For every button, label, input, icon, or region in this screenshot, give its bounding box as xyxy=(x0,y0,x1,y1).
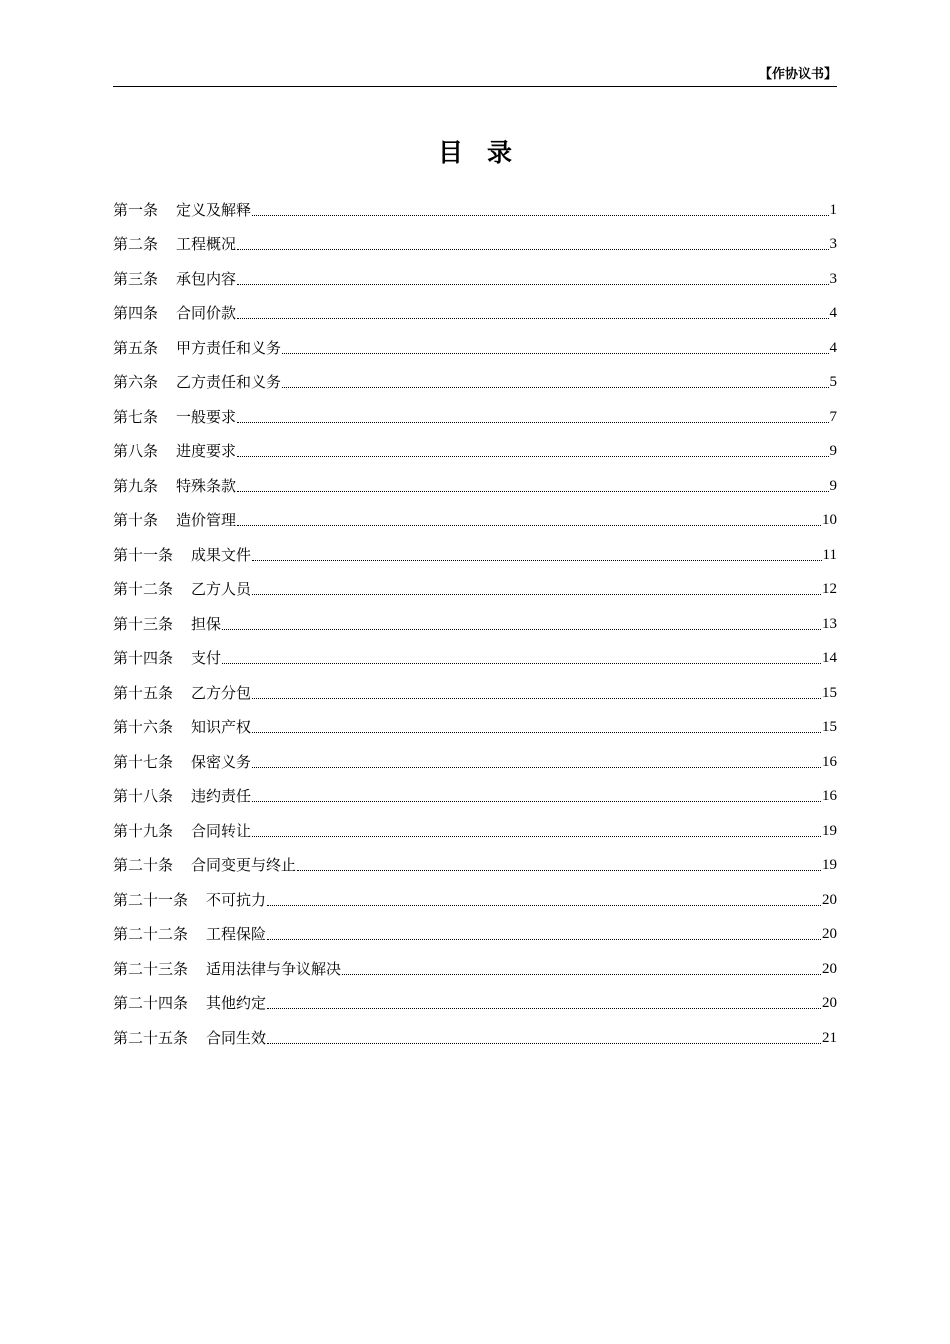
toc-entry[interactable] xyxy=(113,496,837,531)
toc-dot-leader xyxy=(222,663,821,664)
toc-entry-number: 第二十四条 xyxy=(113,994,189,1012)
toc-entry-title: 特殊条款 xyxy=(176,476,237,495)
toc-entry-title: 合同价款 xyxy=(176,304,237,322)
toc-entry[interactable] xyxy=(113,668,837,703)
toc-entry-title: 支付 xyxy=(191,649,222,667)
toc-entry[interactable] xyxy=(113,185,837,220)
toc-entry-page-number: 9 xyxy=(829,477,837,494)
toc-entry-number: 第十二条 xyxy=(113,580,174,598)
toc-entry-page-number: 9 xyxy=(829,443,837,459)
toc-entry-title: 一般要求 xyxy=(176,407,237,426)
toc-entry-number: 第十七条 xyxy=(113,752,174,771)
toc-entry[interactable] xyxy=(113,254,837,289)
toc-dot-leader xyxy=(282,387,828,388)
toc-entry-number: 第二条 xyxy=(113,235,159,253)
toc-entry-number: 第六条 xyxy=(113,373,159,391)
toc-entry-title: 乙方人员 xyxy=(191,580,252,598)
toc-entry-title: 进度要求 xyxy=(176,442,237,460)
toc-entry-page-number: 10 xyxy=(822,512,837,528)
toc-dot-leader xyxy=(237,284,828,285)
toc-entry-page-number: 20 xyxy=(822,960,837,977)
toc-entry[interactable] xyxy=(113,289,837,324)
toc-entry[interactable] xyxy=(113,565,837,600)
toc-dot-leader xyxy=(237,525,821,526)
toc-entry[interactable] xyxy=(113,910,837,945)
toc-dot-leader xyxy=(252,560,822,561)
toc-entry-page-number: 19 xyxy=(822,822,837,839)
toc-entry-number: 第二十二条 xyxy=(113,925,189,943)
header-label: 【作协议书】 xyxy=(758,67,837,82)
toc-entry-page-number: 4 xyxy=(829,305,837,321)
table-of-contents xyxy=(113,185,837,1048)
toc-entry-page-number: 3 xyxy=(829,270,837,287)
toc-entry-title: 其他约定 xyxy=(206,994,267,1012)
toc-entry-title: 工程概况 xyxy=(176,235,237,253)
toc-entry-number: 第八条 xyxy=(113,442,159,460)
toc-entry-number: 第一条 xyxy=(113,200,159,219)
toc-entry[interactable] xyxy=(113,599,837,634)
toc-entry-number: 第四条 xyxy=(113,304,159,322)
toc-entry-page-number: 19 xyxy=(822,857,837,873)
toc-dot-leader xyxy=(342,974,821,975)
toc-entry[interactable] xyxy=(113,737,837,772)
toc-dot-leader xyxy=(252,767,821,768)
toc-dot-leader xyxy=(237,491,828,492)
toc-entry[interactable] xyxy=(113,979,837,1014)
toc-entry-number: 第三条 xyxy=(113,269,159,288)
toc-entry[interactable] xyxy=(113,703,837,738)
toc-entry-page-number: 16 xyxy=(822,788,837,804)
toc-entry-title: 知识产权 xyxy=(191,718,252,736)
toc-entry[interactable] xyxy=(113,530,837,565)
toc-entry-page-number: 15 xyxy=(822,719,837,735)
toc-dot-leader xyxy=(252,732,821,733)
toc-entry-number: 第二十条 xyxy=(113,856,174,874)
toc-entry-page-number: 3 xyxy=(829,236,837,252)
toc-dot-leader xyxy=(252,836,821,837)
toc-entry-page-number: 11 xyxy=(822,546,837,563)
toc-entry-number: 第十三条 xyxy=(113,614,174,633)
toc-entry[interactable] xyxy=(113,841,837,876)
toc-entry[interactable] xyxy=(113,392,837,427)
toc-entry-page-number: 15 xyxy=(822,684,837,701)
toc-entry-page-number: 12 xyxy=(822,581,837,597)
toc-entry[interactable] xyxy=(113,1013,837,1048)
toc-entry-number: 第二十一条 xyxy=(113,890,189,909)
toc-dot-leader xyxy=(237,456,828,457)
toc-dot-leader xyxy=(237,422,828,423)
toc-entry-title: 甲方责任和义务 xyxy=(176,338,282,357)
toc-entry-number: 第七条 xyxy=(113,407,159,426)
toc-entry-page-number: 20 xyxy=(822,891,837,908)
toc-entry-title: 定义及解释 xyxy=(176,200,252,219)
toc-entry-page-number: 4 xyxy=(829,339,837,356)
toc-entry-title: 乙方责任和义务 xyxy=(176,373,282,391)
toc-dot-leader xyxy=(252,594,821,595)
toc-entry-page-number: 13 xyxy=(822,615,837,632)
toc-entry-title: 合同转让 xyxy=(191,821,252,840)
toc-entry-title: 乙方分包 xyxy=(191,683,252,702)
page-header xyxy=(113,66,837,87)
toc-entry-page-number: 16 xyxy=(822,753,837,770)
toc-entry-title: 成果文件 xyxy=(191,545,252,564)
toc-entry-title: 违约责任 xyxy=(191,787,252,805)
toc-entry-number: 第九条 xyxy=(113,476,159,495)
toc-entry-title: 担保 xyxy=(191,614,222,633)
toc-entry-page-number: 20 xyxy=(822,995,837,1011)
toc-entry-page-number: 14 xyxy=(822,650,837,666)
toc-entry[interactable] xyxy=(113,427,837,462)
toc-dot-leader xyxy=(267,905,821,906)
toc-entry-title: 保密义务 xyxy=(191,752,252,771)
toc-entry-page-number: 21 xyxy=(822,1029,837,1046)
toc-entry-title: 合同生效 xyxy=(206,1028,267,1047)
toc-dot-leader xyxy=(267,1043,821,1044)
toc-entry[interactable] xyxy=(113,220,837,255)
toc-entry-number: 第十八条 xyxy=(113,787,174,805)
toc-entry[interactable] xyxy=(113,944,837,979)
toc-entry-title: 合同变更与终止 xyxy=(191,856,297,874)
toc-entry-title: 承包内容 xyxy=(176,269,237,288)
toc-dot-leader xyxy=(252,801,821,802)
toc-dot-leader xyxy=(237,249,828,250)
toc-entry-number: 第十四条 xyxy=(113,649,174,667)
toc-dot-leader xyxy=(267,939,821,940)
toc-entry-title: 适用法律与争议解决 xyxy=(206,959,342,978)
toc-entry-page-number: 7 xyxy=(829,408,837,425)
toc-dot-leader xyxy=(267,1008,821,1009)
toc-entry-number: 第十一条 xyxy=(113,545,174,564)
toc-entry-title: 工程保险 xyxy=(206,925,267,943)
toc-entry-title: 造价管理 xyxy=(176,511,237,529)
toc-dot-leader xyxy=(282,353,828,354)
toc-entry[interactable] xyxy=(113,875,837,910)
toc-dot-leader xyxy=(252,698,821,699)
toc-entry-title: 不可抗力 xyxy=(206,890,267,909)
toc-dot-leader xyxy=(252,215,828,216)
toc-entry-page-number: 1 xyxy=(829,201,837,218)
toc-entry[interactable] xyxy=(113,806,837,841)
page-title: 目录 xyxy=(437,138,536,167)
toc-entry-number: 第十九条 xyxy=(113,821,174,840)
toc-entry[interactable] xyxy=(113,772,837,807)
toc-dot-leader xyxy=(222,629,821,630)
toc-entry-number: 第五条 xyxy=(113,338,159,357)
toc-dot-leader xyxy=(297,870,821,871)
toc-dot-leader xyxy=(237,318,828,319)
toc-entry-number: 第十条 xyxy=(113,511,159,529)
toc-entry[interactable] xyxy=(113,323,837,358)
toc-entry[interactable] xyxy=(113,634,837,669)
toc-entry-number: 第二十五条 xyxy=(113,1028,189,1047)
toc-entry-number: 第十六条 xyxy=(113,718,174,736)
toc-entry-number: 第二十三条 xyxy=(113,959,189,978)
toc-entry[interactable] xyxy=(113,358,837,393)
toc-entry-page-number: 20 xyxy=(822,926,837,942)
toc-entry[interactable] xyxy=(113,461,837,496)
toc-entry-number: 第十五条 xyxy=(113,683,174,702)
toc-entry-page-number: 5 xyxy=(829,374,837,390)
